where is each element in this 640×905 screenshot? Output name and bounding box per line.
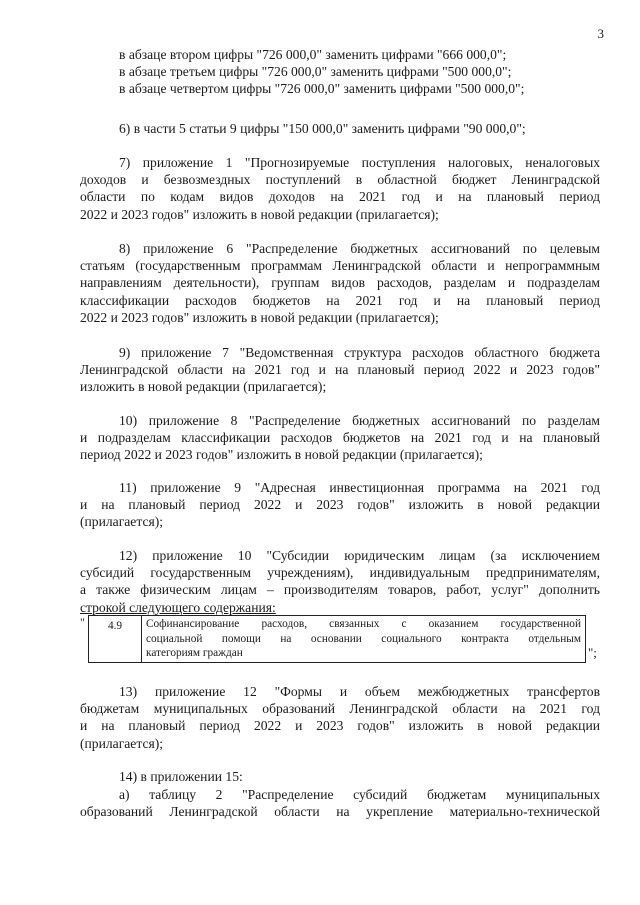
text-line: период 2022 и 2023 годов" изложить в новой редакции (прилагается);: [80, 447, 483, 463]
paragraph-item-9: [80, 344, 600, 396]
text-line: направлениям деятельности), группам видов расходов, разделам и подразделам: [80, 275, 600, 291]
text-line: изложить в новой редакции (прилагается);: [80, 379, 327, 395]
text-line: доходов и безвозмездных поступлений в областной бюджет Ленинградской: [80, 172, 600, 188]
text-line: в абзаце четвертом цифры "726 000,0" заменить цифрами "500 000,0";: [119, 81, 525, 97]
text-line: и подразделам классификации расходов бюджетов на 2021 год и на плановый: [80, 430, 600, 446]
text-line: 11) приложение 9 "Адресная инвестиционная программа на 2021 год: [119, 480, 600, 495]
text-line: а) таблицу 2 "Распределение субсидий бюджетам муниципальных: [119, 787, 600, 802]
inserted-table-row: [80, 615, 600, 665]
text-line: 2022 и 2023 годов" изложить в новой редакции (прилагается);: [80, 309, 439, 325]
text-line: 12) приложение 10 "Субсидии юридическим лицам (за исключением: [119, 548, 600, 563]
text-line: статьям (государственным программам Ленинградской области и непрограммным: [80, 258, 600, 274]
text-line: 10) приложение 8 "Распределение бюджетных ассигнований по разделам: [119, 413, 600, 428]
close-quote: ";: [588, 645, 597, 660]
text-line: бюджетам муниципальных образований Ленинградской области на 2021 год: [80, 701, 600, 717]
paragraph-amendments: [119, 46, 600, 98]
text-line: Ленинградской области на 2021 год и на плановый период 2022 и 2023 годов": [80, 362, 600, 378]
text-line: строкой следующего содержания:: [80, 599, 276, 615]
text-line: (прилагается);: [80, 735, 164, 751]
text-line: в абзаце втором цифры "726 000,0" заменить цифрами "666 000,0";: [119, 47, 507, 62]
row-text: [142, 616, 586, 663]
text-line: 13) приложение 12 "Формы и объем межбюджетных трансфертов: [119, 684, 600, 699]
text-line: классификации расходов бюджетов на 2021 год и на плановый период: [80, 292, 600, 308]
text-line: 8) приложение 6 "Распределение бюджетных ассигнований по целевым: [119, 241, 600, 256]
text-line: 14) в приложении 15:: [119, 769, 243, 784]
paragraph-item-7: [80, 154, 600, 223]
row-text-line: категориям граждан: [146, 647, 243, 659]
text-line: 6) в части 5 статьи 9 цифры "150 000,0" заменить цифрами "90 000,0";: [119, 121, 526, 136]
insert-table: [88, 615, 586, 663]
paragraph-item-11: [80, 479, 600, 531]
row-text-line: социальной помощи на основании социального контракта отдельным: [146, 632, 581, 645]
text-line: 9) приложение 7 "Ведомственная структура расходов областного бюджета: [119, 345, 600, 360]
paragraph-item-10: [80, 412, 600, 464]
text-line: образований Ленинградской области на укрепление материально-технической: [80, 804, 600, 820]
open-quote: ": [80, 615, 85, 629]
page-number: 3: [597, 26, 604, 41]
text-line: (прилагается);: [80, 514, 164, 530]
text-line: а также физическим лицам – производителям товаров, работ, услуг" дополнить: [80, 582, 600, 598]
row-text-line: Софинансирование расходов, связанных с оказанием государственной: [146, 618, 581, 630]
paragraph-item-14: [119, 768, 600, 785]
row-number: 4.9: [89, 616, 142, 663]
text-line: и на плановый период 2022 и 2023 годов" изложить в новой редакции: [80, 718, 600, 734]
text-line: субсидий государственным учреждениям), индивидуальным предпринимателям,: [80, 565, 600, 581]
text-line: и на плановый период 2022 и 2023 годов" изложить в новой редакции: [80, 497, 600, 513]
paragraph-item-14a: [80, 786, 600, 820]
text-line: 2022 и 2023 годов" изложить в новой редакции (прилагается);: [80, 206, 439, 222]
text-line: 7) приложение 1 "Прогнозируемые поступления налоговых, неналоговых: [119, 155, 600, 170]
text-line: в абзаце третьем цифры "726 000,0" заменить цифрами "500 000,0";: [119, 64, 512, 80]
paragraph-item-12: [80, 547, 600, 616]
paragraph-item-8: [80, 240, 600, 326]
paragraph-item-13: [80, 683, 600, 752]
paragraph-item-6: [119, 120, 600, 137]
text-line: области по кодам видов доходов на 2021 год и на плановый период: [80, 189, 600, 205]
